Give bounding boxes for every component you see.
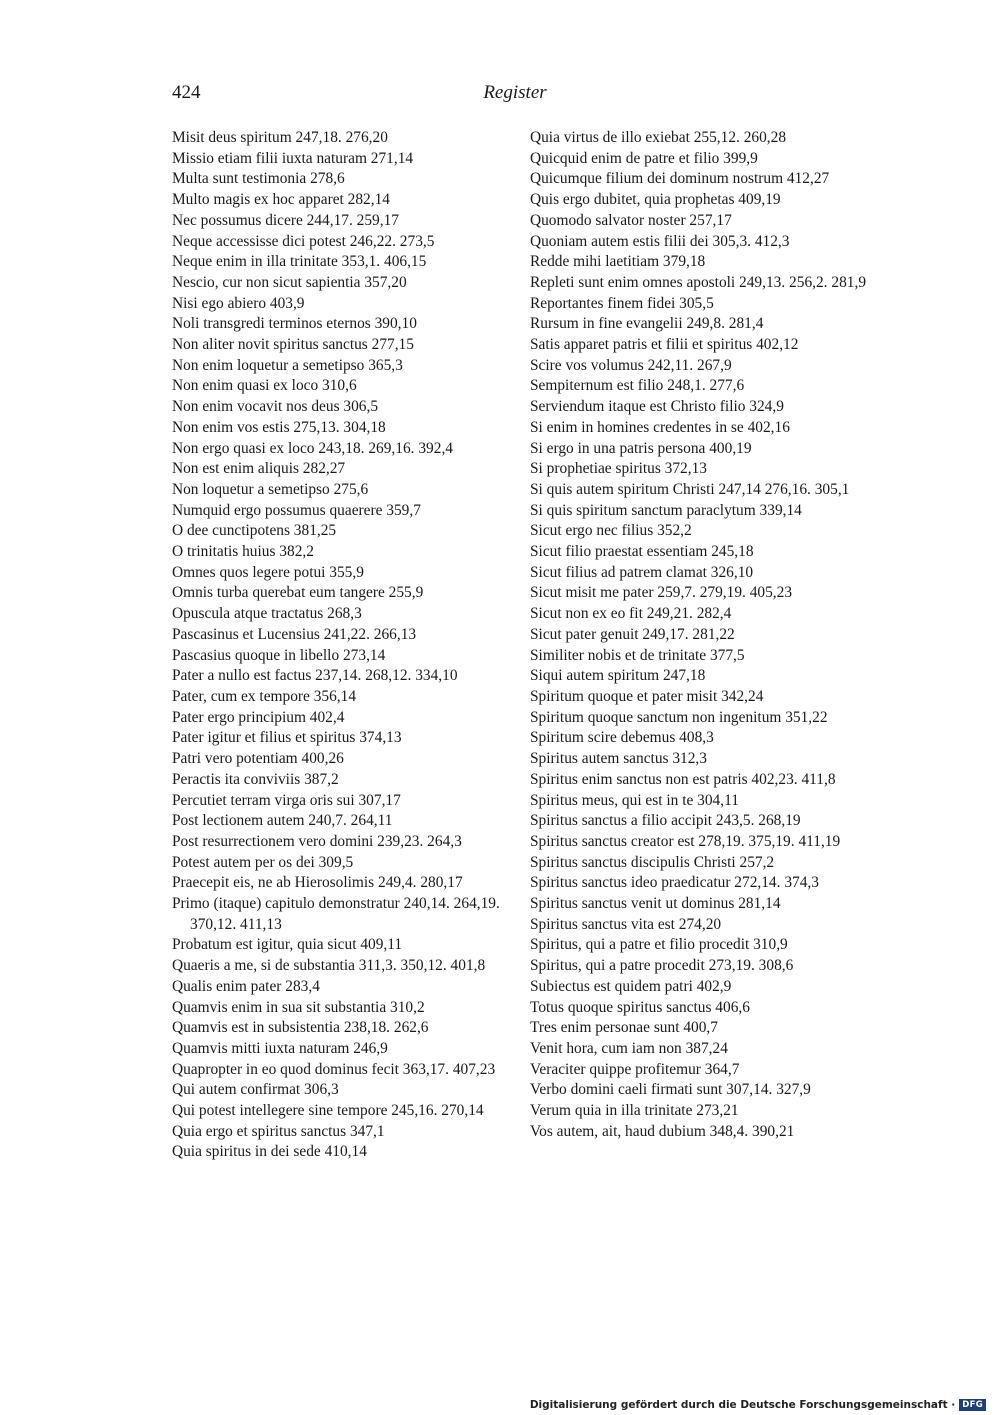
index-entry: Pater igitur et filius et spiritus 374,13 xyxy=(172,729,402,747)
index-entry: Misit deus spiritum 247,18. 276,20 xyxy=(172,129,388,146)
index-entry: Si enim in homines credentes in se 402,16 xyxy=(530,418,790,436)
index-column-right xyxy=(530,128,870,1142)
index-entry: Sicut ergo nec filius 352,2 xyxy=(530,522,692,540)
index-entry: Spiritus sanctus discipulis Christi 257,2 xyxy=(530,853,775,871)
index-entry: Pater, cum ex tempore 356,14 xyxy=(172,687,357,705)
index-entry: Si quis spiritum sanctum paraclytum 339,14 xyxy=(530,501,802,519)
index-entry: Qui potest intellegere sine tempore 245,16. 270,14 xyxy=(172,1102,484,1120)
index-entry: Probatum est igitur, quia sicut 409,11 xyxy=(172,936,403,954)
index-entry: Spiritus sanctus creator est 278,19. 375,19. 411,19 xyxy=(530,832,841,850)
index-column-left xyxy=(172,128,512,1163)
index-entry: Quis ergo dubitet, quia prophetas 409,19 xyxy=(530,191,781,209)
index-entry: Quoniam autem estis filii dei 305,3. 412,3 xyxy=(530,232,790,250)
index-entry: Spiritum quoque et pater misit 342,24 xyxy=(530,687,764,705)
index-entry: Spiritus, qui a patre procedit 273,19. 308,6 xyxy=(530,957,794,975)
index-entry: Non enim loquetur a semetipso 365,3 xyxy=(172,356,403,374)
index-entry: O dee cunctipotens 381,25 xyxy=(172,522,337,540)
index-entry: Spiritum scire debemus 408,3 xyxy=(530,729,714,747)
index-entry: Veraciter quippe profitemur 364,7 xyxy=(530,1060,740,1078)
index-entry: Sicut pater genuit 249,17. 281,22 xyxy=(530,625,735,643)
index-entry: Non loquetur a semetipso 275,6 xyxy=(172,480,369,498)
index-entry: Redde mihi laetitiam 379,18 xyxy=(530,253,706,271)
index-entry: Verbo domini caeli firmati sunt 307,14. 327,9 xyxy=(530,1081,811,1099)
index-entry: Quaeris a me, si de substantia 311,3. 350,12. 401,8 xyxy=(172,957,486,975)
index-entry: Patri vero potentiam 400,26 xyxy=(172,750,344,768)
index-entry: Non enim quasi ex loco 310,6 xyxy=(172,377,357,395)
page-number: 424 xyxy=(172,82,201,103)
index-entry: Satis apparet patris et filii et spiritus 402,12 xyxy=(530,336,799,354)
index-entry: Serviendum itaque est Christo filio 324,9 xyxy=(530,398,784,416)
index-entry: Qui autem confirmat 306,3 xyxy=(172,1081,339,1099)
index-entry: Omnis turba querebat eum tangere 255,9 xyxy=(172,584,424,602)
index-entry: Nisi ego abiero 403,9 xyxy=(172,294,305,312)
funding-note: Digitalisierung gefördert durch die Deutsche Forschungsgemeinschaft · xyxy=(529,1399,956,1411)
index-entry: Quia ergo et spiritus sanctus 347,1 xyxy=(172,1122,385,1140)
dfg-logo: DFG xyxy=(959,1399,986,1411)
index-entry: Peractis ita conviviis 387,2 xyxy=(172,770,339,788)
index-entry: Missio etiam filii iuxta naturam 271,14 xyxy=(172,149,414,167)
index-entry: Quapropter in eo quod dominus fecit 363,17. 407,23 xyxy=(172,1060,496,1078)
index-entry: Reportantes finem fidei 305,5 xyxy=(530,294,714,312)
running-title: Register xyxy=(483,82,547,103)
index-entry: Nec possumus dicere 244,17. 259,17 xyxy=(172,211,399,229)
index-entry: Percutiet terram virga oris sui 307,17 xyxy=(172,791,401,809)
index-entry: Multo magis ex hoc apparet 282,14 xyxy=(172,191,390,209)
index-entry: O trinitatis huius 382,2 xyxy=(172,543,314,561)
index-entry: Rursum in fine evangelii 249,8. 281,4 xyxy=(530,315,764,333)
index-entry: Pascasinus et Lucensius 241,22. 266,13 xyxy=(172,625,417,643)
index-entry: Totus quoque spiritus sanctus 406,6 xyxy=(530,998,750,1016)
index-entry: Spiritum quoque sanctum non ingenitum 351,22 xyxy=(530,708,828,726)
index-entry: Tres enim personae sunt 400,7 xyxy=(530,1019,718,1037)
page-header xyxy=(172,82,858,112)
index-entry: Spiritus autem sanctus 312,3 xyxy=(530,750,707,768)
index-entry: Spiritus sanctus ideo praedicatur 272,14. 374,3 xyxy=(530,874,819,892)
index-entry: Quia virtus de illo exiebat 255,12. 260,28 xyxy=(530,129,787,146)
index-entry: Quomodo salvator noster 257,17 xyxy=(530,211,732,229)
index-entry: Numquid ergo possumus quaerere 359,7 xyxy=(172,501,421,519)
index-entry: Non est enim aliquis 282,27 xyxy=(172,460,346,478)
index-entry: Neque enim in illa trinitate 353,1. 406,15 xyxy=(172,253,427,271)
index-entry: Similiter nobis et de trinitate 377,5 xyxy=(530,646,745,664)
index-entry: Post lectionem autem 240,7. 264,11 xyxy=(172,812,393,830)
index-entry: Primo (itaque) capitulo demonstratur 240,14. 264,19. 370,12. 411,13 xyxy=(172,895,500,933)
index-entry: Si ergo in una patris persona 400,19 xyxy=(530,439,752,457)
index-entry: Pater ergo principium 402,4 xyxy=(172,708,345,726)
index-entry: Potest autem per os dei 309,5 xyxy=(172,853,354,871)
index-entry: Quicumque filium dei dominum nostrum 412,27 xyxy=(530,170,830,188)
index-entry: Quamvis mitti iuxta naturam 246,9 xyxy=(172,1039,388,1057)
index-entry: Quia spiritus in dei sede 410,14 xyxy=(172,1143,367,1161)
index-entry: Post resurrectionem vero domini 239,23. 264,3 xyxy=(172,832,462,850)
index-entry: Pascasius quoque in libello 273,14 xyxy=(172,646,386,664)
index-entry: Scire vos volumus 242,11. 267,9 xyxy=(530,356,732,374)
index-entry: Sicut filio praestat essentiam 245,18 xyxy=(530,543,754,561)
index-entry: Pater a nullo est factus 237,14. 268,12. 334,10 xyxy=(172,667,458,685)
index-entry: Sicut non ex eo fit 249,21. 282,4 xyxy=(530,605,732,623)
index-entry: Non enim vocavit nos deus 306,5 xyxy=(172,398,379,416)
index-entry: Non aliter novit spiritus sanctus 277,15 xyxy=(172,336,414,354)
index-entry: Praecepit eis, ne ab Hierosolimis 249,4. 280,17 xyxy=(172,874,463,892)
index-entry: Sempiternum est filio 248,1. 277,6 xyxy=(530,377,745,395)
index-entry: Sicut misit me pater 259,7. 279,19. 405,23 xyxy=(530,584,793,602)
index-entry: Multa sunt testimonia 278,6 xyxy=(172,170,345,188)
index-entry: Non ergo quasi ex loco 243,18. 269,16. 392,4 xyxy=(172,439,453,457)
index-entry: Quamvis est in subsistentia 238,18. 262,6 xyxy=(172,1019,429,1037)
index-entry: Omnes quos legere potui 355,9 xyxy=(172,563,364,581)
index-entry: Spiritus sanctus a filio accipit 243,5. 268,19 xyxy=(530,812,801,830)
index-entry: Spiritus meus, qui est in te 304,11 xyxy=(530,791,739,809)
index-entry: Sicut filius ad patrem clamat 326,10 xyxy=(530,563,754,581)
funding-footer xyxy=(530,1399,986,1411)
index-entry: Subiectus est quidem patri 402,9 xyxy=(530,977,732,995)
index-entry: Verum quia in illa trinitate 273,21 xyxy=(530,1102,739,1120)
index-entry: Spiritus enim sanctus non est patris 402,23. 411,8 xyxy=(530,770,836,788)
index-entry: Spiritus, qui a patre et filio procedit 310,9 xyxy=(530,936,788,954)
index-entry: Si prophetiae spiritus 372,13 xyxy=(530,460,707,478)
index-entry: Qualis enim pater 283,4 xyxy=(172,977,320,995)
index-entry: Quicquid enim de patre et filio 399,9 xyxy=(530,149,758,167)
index-entry: Venit hora, cum iam non 387,24 xyxy=(530,1039,728,1057)
index-entry: Repleti sunt enim omnes apostoli 249,13. 256,2. 281,9 xyxy=(530,273,867,291)
index-entry: Opuscula atque tractatus 268,3 xyxy=(172,605,362,623)
index-entry: Neque accessisse dici potest 246,22. 273,5 xyxy=(172,232,435,250)
index-entry: Nescio, cur non sicut sapientia 357,20 xyxy=(172,273,407,291)
index-entry: Non enim vos estis 275,13. 304,18 xyxy=(172,418,386,436)
index-entry: Quamvis enim in sua sit substantia 310,2 xyxy=(172,998,425,1016)
index-entry: Spiritus sanctus vita est 274,20 xyxy=(530,915,722,933)
index-entry: Si quis autem spiritum Christi 247,14 276,16. 305,1 xyxy=(530,480,850,498)
index-entry: Spiritus sanctus venit ut dominus 281,14 xyxy=(530,895,781,913)
index-entry: Siqui autem spiritum 247,18 xyxy=(530,667,706,685)
index-entry: Noli transgredi terminos eternos 390,10 xyxy=(172,315,417,333)
index-entry: Vos autem, ait, haud dubium 348,4. 390,21 xyxy=(530,1122,795,1140)
